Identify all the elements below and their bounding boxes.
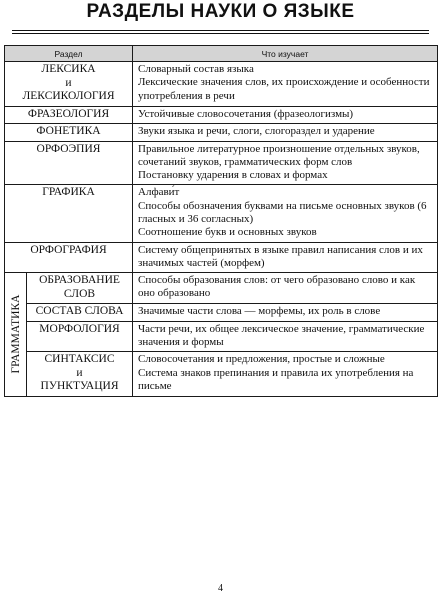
- page-title: РАЗДЕЛЫ НАУКИ О ЯЗЫКЕ: [86, 1, 355, 22]
- section-description: [133, 124, 438, 142]
- header-what-it-studies: Что изучает: [133, 46, 438, 62]
- description-line: Значимые части слова — морфемы, их роль в слове: [138, 305, 381, 318]
- section-description: [133, 106, 438, 124]
- section-description: [133, 242, 438, 273]
- description-line: Способы образования слов: от чего образовано слово и как оно образовано: [138, 274, 416, 300]
- description-line: Устойчивые словосочетания (фразеологизмы): [138, 107, 354, 120]
- section-name: ГРАФИКА: [5, 185, 133, 242]
- table-row: [5, 124, 438, 142]
- section-description: [133, 141, 438, 185]
- table-row: [5, 62, 438, 107]
- section-description: [133, 62, 438, 107]
- section-description: [133, 352, 438, 397]
- description-line: Словосочетания и предложения, простые и сложные: [138, 353, 385, 366]
- table-row: [5, 321, 438, 352]
- section-name: ФОНЕТИКА: [5, 124, 133, 142]
- table-row: [5, 273, 438, 304]
- section-name: ЛЕКСИКА и ЛЕКСИКОЛОГИЯ: [5, 62, 133, 107]
- description-line: Постановку ударения в словах и формах: [138, 169, 328, 182]
- header-section: Раздел: [5, 46, 133, 62]
- section-name: ОРФОГРАФИЯ: [5, 242, 133, 273]
- table-row: [5, 185, 438, 242]
- grammar-group-cell: [5, 273, 27, 397]
- section-description: [133, 304, 438, 322]
- description-line: Систему общепринятых в языке правил написания слов и их значимых частей (морфем): [138, 243, 423, 269]
- table-row: [5, 304, 438, 322]
- description-line: Части речи, их общее лексическое значение, грамматические значения и формы: [138, 322, 425, 348]
- section-name: СОСТАВ СЛОВА: [27, 304, 133, 322]
- section-description: [133, 185, 438, 242]
- table-row: [5, 106, 438, 124]
- section-description: [133, 273, 438, 304]
- language-sections-table: [4, 45, 438, 397]
- page-number: 4: [218, 583, 223, 594]
- title-rule-bottom: [12, 33, 429, 34]
- description-line: Звуки языка и речи, слоги, слогораздел и ударение: [138, 125, 375, 137]
- title-rule-top: [12, 30, 429, 31]
- section-name: ОБРАЗОВАНИЕ СЛОВ: [27, 273, 133, 304]
- table-row: [5, 141, 438, 185]
- table-row: [5, 352, 438, 397]
- description-line: Лексические значения слов, их происхождение и особенности употребления в речи: [138, 76, 430, 102]
- table-row: [5, 242, 438, 273]
- description-line: Словарный состав языка: [138, 63, 254, 75]
- section-name: СИНТАКСИС и ПУНКТУАЦИЯ: [27, 352, 133, 397]
- grammar-group-label: ГРАММАТИКА: [9, 295, 22, 374]
- section-name: МОРФОЛОГИЯ: [27, 321, 133, 352]
- table-body: [5, 62, 438, 397]
- description-line: Соотношение букв и основных звуков: [138, 226, 317, 239]
- description-line: Правильное литературное произношение отдельных звуков, сочетаний звуков, грамматических форм слов: [138, 142, 420, 168]
- description-line: Система знаков препинания и правила их употребления на письме: [138, 366, 414, 392]
- description-line: Способы обозначения буквами на письме основных звуков (6 гласных и 36 согласных): [138, 199, 427, 225]
- section-name: ФРАЗЕОЛОГИЯ: [5, 106, 133, 124]
- description-line: Алфави́т: [138, 186, 180, 199]
- section-description: [133, 321, 438, 352]
- section-name: ОРФОЭПИЯ: [5, 141, 133, 185]
